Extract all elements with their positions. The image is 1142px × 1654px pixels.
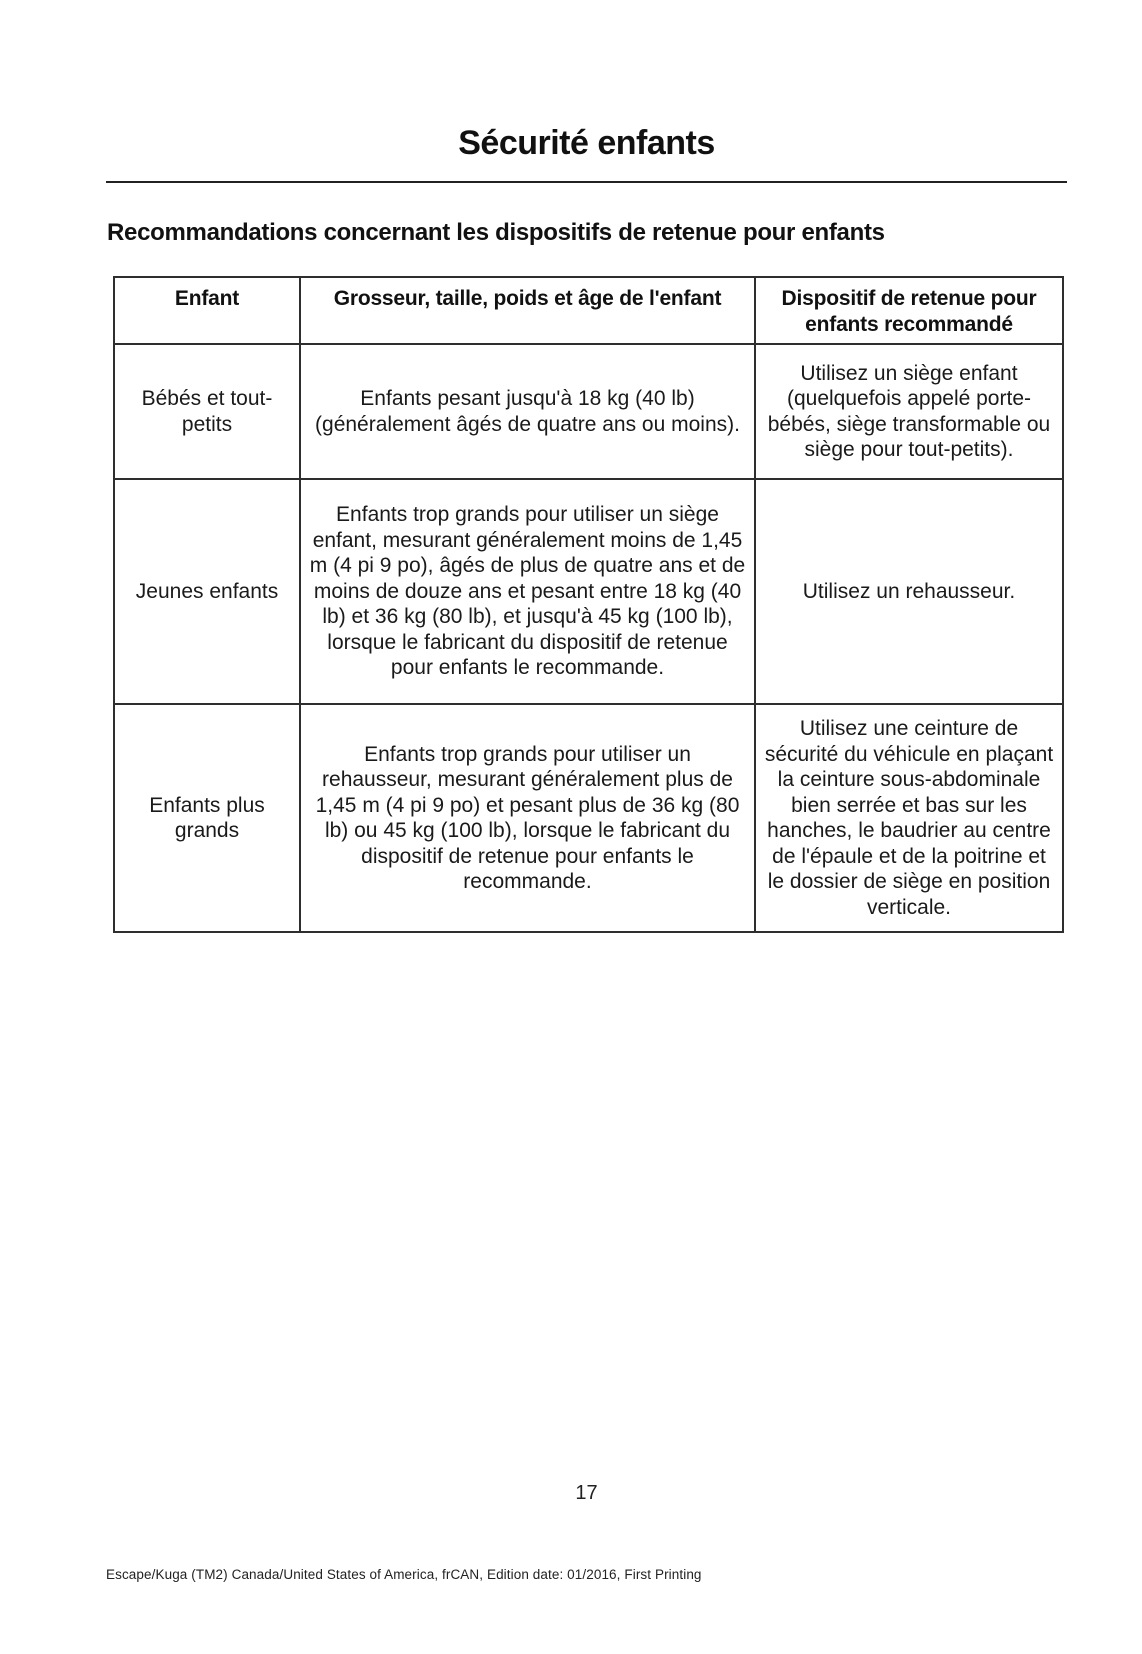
cell-child-group: Bébés et tout-petits [114,344,300,479]
column-header-dispositif: Dispositif de retenue pour enfants recommandé [755,277,1063,344]
page-title: Sécurité enfants [458,124,715,162]
child-restraint-table-container [113,276,1062,933]
table-header-row [114,277,1063,344]
column-header-enfant: Enfant [114,277,300,344]
child-restraint-table [113,276,1064,933]
edition-footer: Escape/Kuga (TM2) Canada/United States of America, frCAN, Edition date: 01/2016, First Printing [106,1567,702,1582]
title-divider [106,181,1067,183]
cell-restraint: Utilisez une ceinture de sécurité du véhicule en plaçant la ceinture sous-abdominale bien serrée et bas sur les hanches, le baudrier au centre de l'épaule et de la poitrine et le dossier de siège en position verticale. [755,704,1063,932]
cell-size-age: Enfants pesant jusqu'à 18 kg (40 lb) (généralement âgés de quatre ans ou moins). [300,344,755,479]
cell-size-age: Enfants trop grands pour utiliser un siège enfant, mesurant généralement moins de 1,45 m (4 pi 9 po), âgés de plus de quatre ans et de moins de douze ans et pesant entre 18 kg (40 lb) et 36 kg (80 lb), et jusqu'à 45 kg (100 lb), lorsque le fabricant du dispositif de retenue pour enfants le recommande. [300,479,755,704]
section-heading: Recommandations concernant les dispositifs de retenue pour enfants [107,219,885,246]
cell-restraint: Utilisez un siège enfant (quelquefois appelé porte-bébés, siège transformable ou siège pour tout-petits). [755,344,1063,479]
table-row-bebes [114,344,1063,479]
table-row-jeunes-enfants [114,479,1063,704]
column-header-grosseur: Grosseur, taille, poids et âge de l'enfant [300,277,755,344]
table-row-enfants-plus-grands [114,704,1063,932]
cell-size-age: Enfants trop grands pour utiliser un rehausseur, mesurant généralement plus de 1,45 m (4 pi 9 po) et pesant plus de 36 kg (80 lb) ou 45 kg (100 lb), lorsque le fabricant du dispositif de retenue pour enfants le recommande. [300,704,755,932]
cell-restraint: Utilisez un rehausseur. [755,479,1063,704]
cell-child-group: Jeunes enfants [114,479,300,704]
page-number: 17 [575,1482,598,1504]
cell-child-group: Enfants plus grands [114,704,300,932]
